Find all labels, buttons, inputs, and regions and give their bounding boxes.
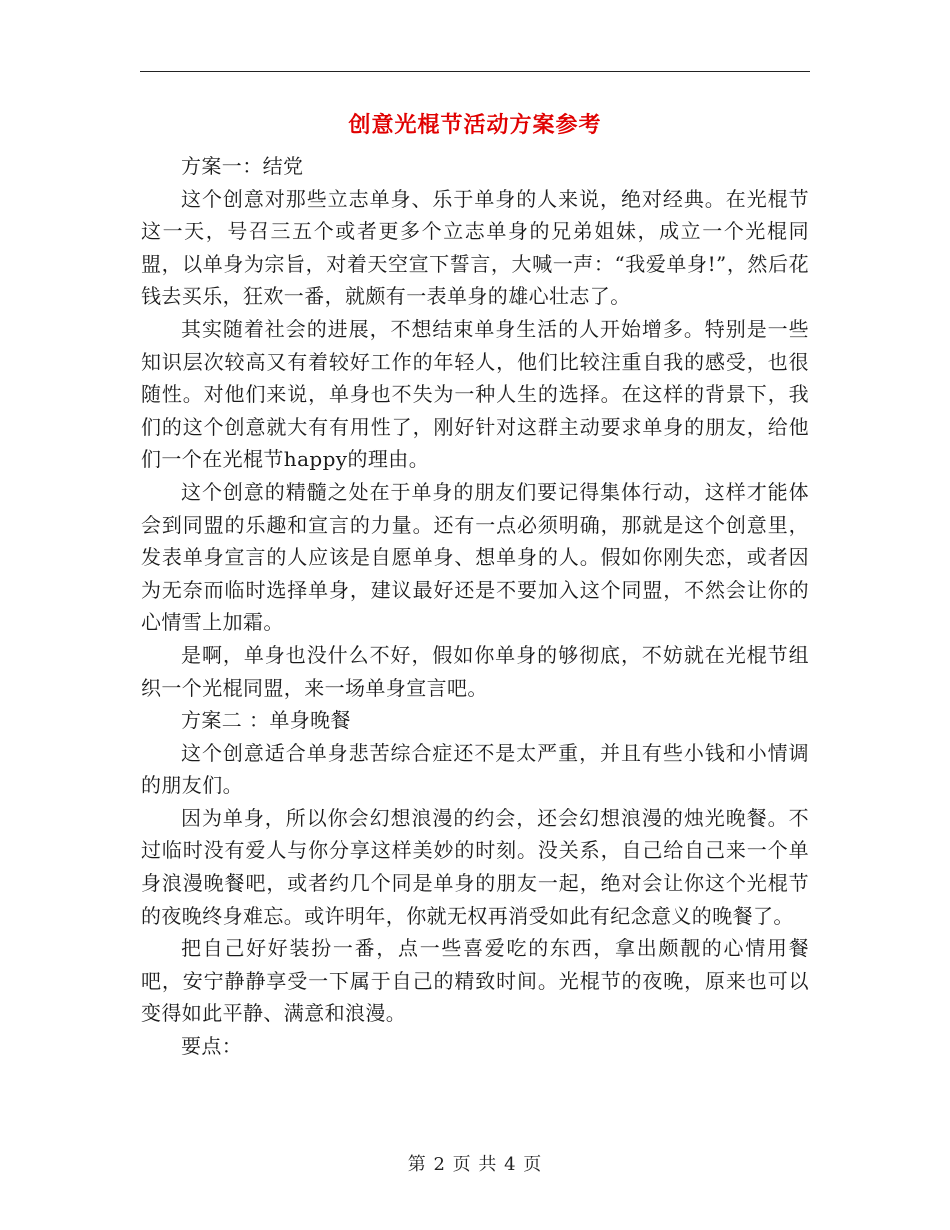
section-heading-key-points: 要点： <box>181 1034 243 1059</box>
section-heading-plan-one: 方案一：结党 <box>181 154 304 178</box>
page-footer <box>0 1151 950 1179</box>
header-rule <box>140 71 810 72</box>
document-body <box>141 150 809 1063</box>
section-heading-plan-two: 方案二 ：单身晚餐 <box>181 708 351 733</box>
document-title: 创意光棍节活动方案参考 <box>348 112 602 138</box>
paragraph: 因为单身，所以你会幻想浪漫的约会，还会幻想浪漫的烛光晚餐。不过临时没有爱人与你分享这样美妙的时刻。没关系，自己给自己来一个单身浪漫晚餐吧，或者约几个同是单身的朋友一起，绝对会让你这个光棍节的夜晚终身难忘。或许明年，你就无权再消受如此有纪念意义的晚餐了。 <box>141 805 809 928</box>
paragraph: 这个创意对那些立志单身、乐于单身的人来说，绝对经典。在光棍节这一天，号召三五个或者更多个立志单身的兄弟姐妹，成立一个光棍同盟，以单身为宗旨，对着天空宣下誓言，大喊一声：“我爱单身!”，然后花钱去买乐，狂欢一番，就颇有一表单身的雄心壮志了。 <box>141 186 809 309</box>
paragraph: 是啊，单身也没什么不好，假如你单身的够彻底，不妨就在光棍节组织一个光棍同盟，来一场单身宣言吧。 <box>141 642 809 700</box>
paragraph: 把自己好好装扮一番，点一些喜爱吃的东西，拿出颇靓的心情用餐吧，安宁静静享受一下属于自己的精致时间。光棍节的夜晚，原来也可以变得如此平静、满意和浪漫。 <box>141 936 809 1026</box>
page-number-label: 第 2 页 共 4 页 <box>407 1154 543 1175</box>
paragraph: 这个创意适合单身悲苦综合症还不是太严重，并且有些小钱和小情调的朋友们。 <box>141 740 809 798</box>
paragraph: 其实随着社会的进展，不想结束单身生活的人开始增多。特别是一些知识层次较高又有着较好工作的年轻人，他们比较注重自我的感受，也很随性。对他们来说，单身也不失为一种人生的选择。在这样的背景下，我们的这个创意就大有有用性了，刚好针对这群主动要求单身的朋友，给他们一个在光棍节happy的理由。 <box>141 316 809 472</box>
paragraph: 这个创意的精髓之处在于单身的朋友们要记得集体行动，这样才能体会到同盟的乐趣和宣言的力量。还有一点必须明确，那就是这个创意里，发表单身宣言的人应该是自愿单身、想单身的人。假如你刚失恋，或者因为无奈而临时选择单身，建议最好还是不要加入这个同盟，不然会让你的心情雪上加霜。 <box>141 479 809 635</box>
